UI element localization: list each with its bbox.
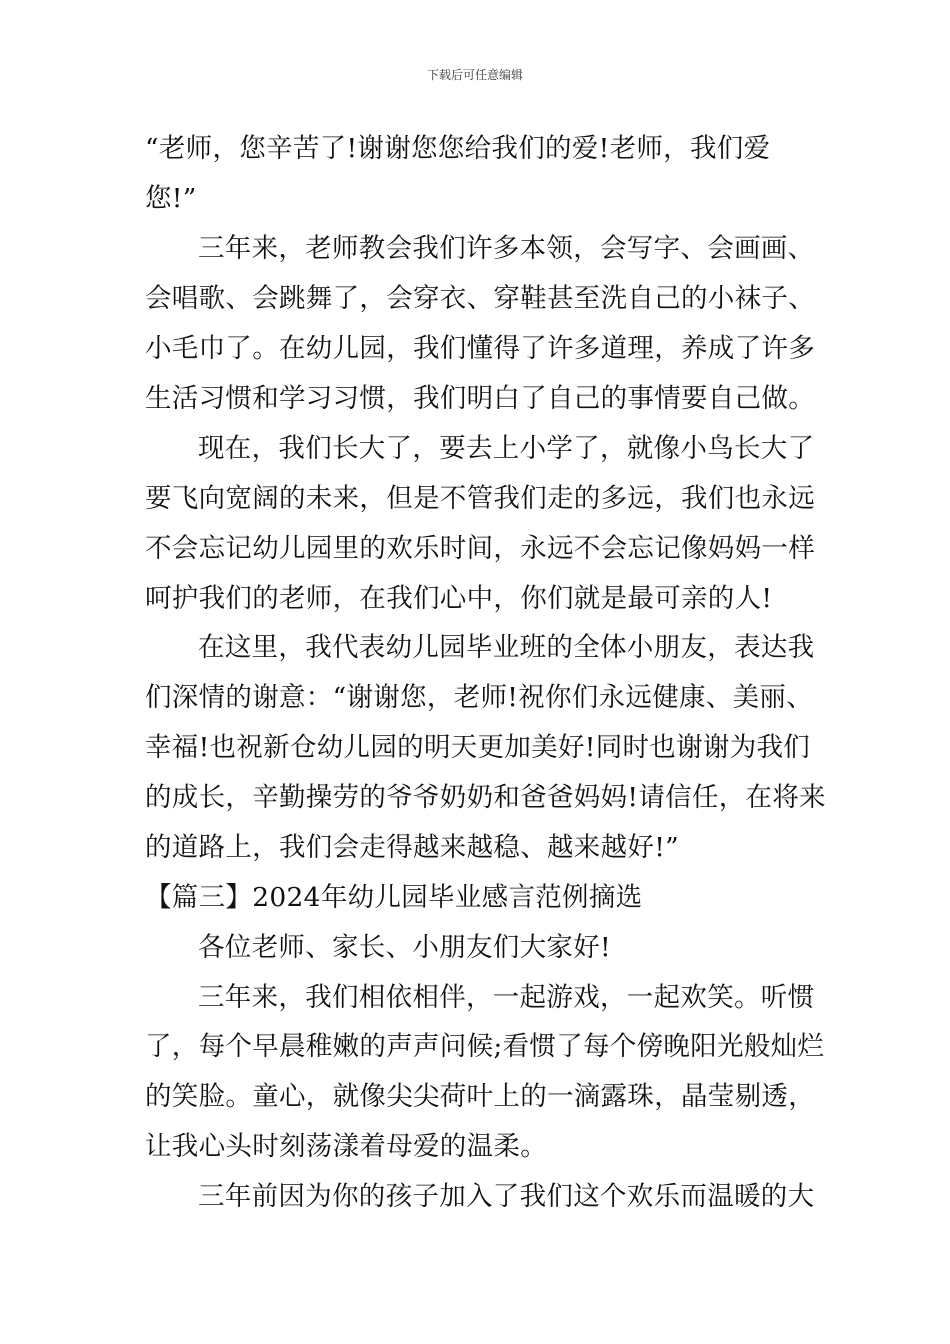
text-line: 生活习惯和学习习惯，我们明白了自己的事情要自己做。: [145, 383, 815, 414]
text-line: 了，每个早晨稚嫩的声声问候;看惯了每个傍晚阳光般灿烂: [145, 1031, 825, 1062]
text-line: 三年前因为你的孩子加入了我们这个欢乐而温暖的大: [198, 1181, 815, 1212]
text-line: 幸福!也祝新仓幼儿园的明天更加美好!同时也谢谢为我们: [145, 732, 811, 763]
text-line: 三年来，我们相依相伴，一起游戏，一起欢笑。听惯: [198, 982, 815, 1013]
text-line: 让我心头时刻荡漾着母爱的温柔。: [145, 1131, 547, 1162]
text-line: 您!”: [145, 183, 197, 214]
text-line: 各位老师、家长、小朋友们大家好!: [198, 932, 611, 963]
text-line: 的道路上，我们会走得越来越稳、越来越好!”: [145, 832, 679, 863]
text-line: 的笑脸。童心，就像尖尖荷叶上的一滴露珠，晶莹剔透，: [145, 1081, 815, 1112]
text-line: “老师，您辛苦了!谢谢您您给我们的爱!老师，我们爱: [145, 133, 771, 164]
text-line: 会唱歌、会跳舞了，会穿衣、穿鞋甚至洗自己的小袜子、: [145, 283, 815, 314]
text-line: 们深情的谢意：“谢谢您，老师!祝你们永远健康、美丽、: [145, 682, 813, 713]
text-line: 三年来，老师教会我们许多本领，会写字、会画画、: [198, 233, 815, 264]
text-line: 现在，我们长大了，要去上小学了，就像小鸟长大了: [198, 433, 815, 464]
section-heading: 【篇三】2024年幼儿园毕业感言范例摘选: [145, 882, 643, 913]
text-line: 呵护我们的老师，在我们心中，你们就是最可亲的人!: [145, 583, 773, 614]
text-line: 的成长，辛勤操劳的爷爷奶奶和爸爸妈妈!请信任，在将来: [145, 782, 826, 813]
page-header: 下载后可任意编辑: [426, 68, 523, 82]
text-line: 在这里，我代表幼儿园毕业班的全体小朋友，表达我: [198, 632, 815, 663]
text-line: 要飞向宽阔的未来，但是不管我们走的多远，我们也永远: [145, 483, 815, 514]
text-line: 不会忘记幼儿园里的欢乐时间，永远不会忘记像妈妈一样: [145, 533, 815, 564]
text-line: 小毛巾了。在幼儿园，我们懂得了许多道理，养成了许多: [145, 333, 815, 364]
